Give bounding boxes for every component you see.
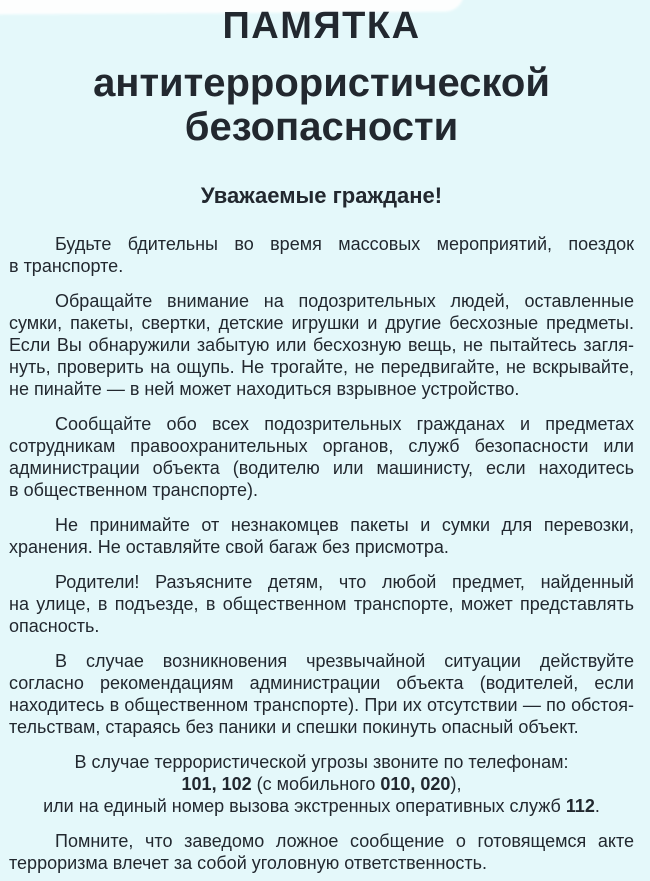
text-line [9,751,634,773]
text-line: Сообщайте обо всех подозрительных гражданах и предметах [55,414,634,434]
text-segment: (с мобильного [251,774,381,794]
text-line: находитесь в общественном транспорте). При их отсутствии — по обстоя- [9,695,634,715]
paragraph [9,650,634,738]
text-segment: или на единый номер вызова экстренных оперативных служб [43,796,566,816]
greeting-heading: Уважаемые граждане! [200,183,443,208]
text-line [9,773,634,795]
text-line: Не принимайте от незнакомцев пакеты и сумки для перевозки, [55,515,634,535]
paragraph [9,290,634,400]
text-segment: . [594,796,600,816]
page-subtitle-line1: антитеррористической [93,61,550,105]
document-body [9,233,634,874]
text-line: согласно рекомендациям администрации объекта (водителей, если [9,673,634,693]
text-line: Будьте бдительны во время массовых мероприятий, поездок [55,234,634,254]
phone-number: 112 [565,796,595,816]
text-segment: В случае террористической угрозы звоните по телефонам: [74,752,569,772]
text-line: Обращайте внимание на подозрительных людей, оставленные [55,291,634,311]
text-line: тельствам, стараясь без паники и спешки покинуть опасный объект. [9,717,579,737]
text-line: сотрудникам правоохранительных органов, служб безопасности или [9,436,634,456]
paragraph [9,233,634,277]
text-line: администрации объекта (водителю или машинисту, если находитесь [9,458,634,478]
page-subtitle [9,61,634,149]
page-title: ПАМЯТКА [222,5,421,47]
text-line: хранения. Не оставляйте свой багаж без присмотра. [9,537,449,557]
paragraph [9,830,634,874]
text-line: нуть, проверить на ощупь. Не трогайте, не передвигайте, не вскрывайте, [9,357,634,377]
text-line: в общественном транспорте). [9,480,259,500]
text-line: сумки, пакеты, свертки, детские игрушки и другие бесхозные предметы. [9,313,634,333]
text-line: Родители! Разъясните детям, что любой предмет, найденный [55,572,634,592]
text-line: Помните, что заведомо ложное сообщение о готовящемся акте [55,831,634,851]
page-subtitle-line2: безопасности [184,105,459,149]
text-line: Если Вы обнаружили забытую или бесхозную вещь, не пытайтесь загля- [9,335,634,355]
text-line: опасность. [9,616,100,636]
text-line [9,795,634,817]
text-line: В случае возникновения чрезвычайной ситуации действуйте [55,651,634,671]
text-line: терроризма влечет за собой уголовную ответственность. [9,853,488,873]
phone-number: 101, 102 [181,774,252,794]
phone-number: 010, 020 [380,774,451,794]
text-line: в транспорте. [9,256,124,276]
paragraph [9,413,634,501]
paragraph [9,514,634,558]
emergency-phones-block [9,751,634,817]
text-line: не пинайте — в ней может находиться взрывное устройство. [9,379,520,399]
paragraph [9,571,634,637]
text-line: на улице, в подъезде, в общественном транспорте, может представлять [9,594,634,614]
text-segment: ), [450,774,462,794]
